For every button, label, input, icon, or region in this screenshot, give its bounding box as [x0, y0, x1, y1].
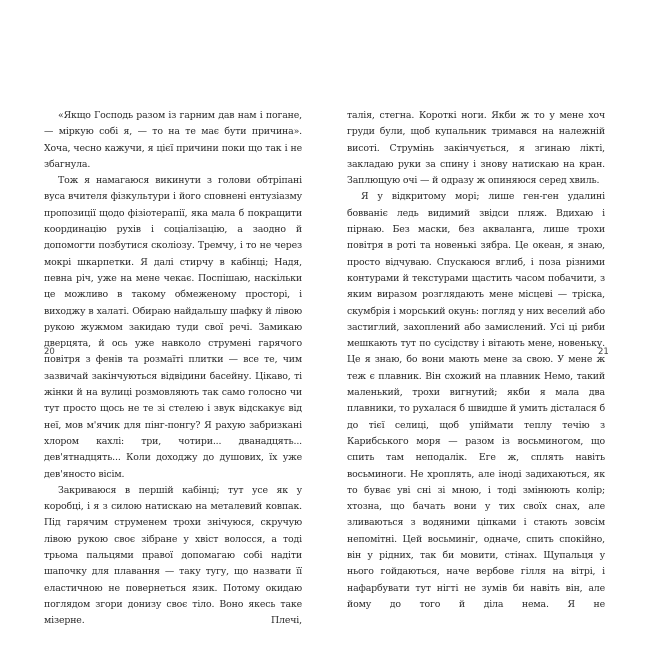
left-page-number: 20 — [44, 347, 55, 357]
right-page-number: 21 — [598, 347, 609, 357]
paragraph: «Якщо Господь разом із гарним дав нам і погане, — міркую собі я, — то на те має бути причина». Хоча, чесно кажучи, я цієї причини поки що так і не збагнула. — [44, 110, 302, 170]
right-page-text — [347, 108, 605, 613]
paragraph: Закриваюся в першій кабінці; тут усе як у коробці, і я з силою натискаю на металевий ковпак. Під гарячим струменем трохи знічуюся, скручую лівою рукою своє зібране у хвіст волосся, а тоді трьома пальцями правої допомагаю собі надіти шапочку для плавання — таку тугу, що назвати її еластичною не повернеться язик. Потому окидаю поглядом згори донизу своє тіло. Воно якесь таке мізерне. Плечі, — [44, 484, 302, 627]
paragraph: Я у відкритому морі; лише ген-ген удалині бовваніє ледь видимий звідси пляж. Вдихаю і пірнаю. Без маски, без акваланга, лише трохи повітря в роті та новенькі зябра. Це океан, я знаю, просто відчуваю. Спускаюся вглиб, і поза різними контурами й текстурами щастить часом побачити, з яким виразом розглядають мене місцеві — тріска, скумбрія і морський окунь: погляд у них веселий або застиглий, захоплений або замислений. Усі ці риби мешкають тут по сусідству і вітають мене, новеньку. Це я знаю, бо вони мають мене за свою. У мене ж теж є плавник. Він схожий на плавник Немо, такий маленький, трохи вигнутий; якби я мала два плавники, то рухалася б швидше й умить дісталася б до тієї селиці, щоб упіймати теплу течію з Карибського моря — разом із восьминогом, що спить там неподалік. Еге ж, сплять навіть восьминоги. Не хроплять, але іноді задихаються, як то буває уві сні зі мною, і тоді змінюють колір; хтозна, що бачать вони у тих своїх снах, але зливаються з водяними ціпками і стають зовсім непомітні. Цей восьминіг, одначе, спить спокійно, він у рідних, так би мовити, стінах. Щупальця у нього гойдаються, наче вербове гілля на вітрі, і нафарбувати тут нігті не зумів би навіть він, але йому до того й діла нема. Я не — [347, 191, 605, 610]
paragraph: талія, стегна. Короткі ноги. Якби ж то у мене хоч груди були, щоб купальник тримався на належній висоті. Струмінь закінчується, я згинаю лікті, закладаю руки за спину і знову натискаю на кран. Заплющую очі — й одразу ж опиняюся серед хвиль. — [347, 110, 605, 187]
left-page-text — [44, 108, 302, 630]
paragraph: Тож я намагаюся викинути з голови обтріпані вуса вчителя фізкультури і його сповнені ентузіазму пропозиції щодо фізіотерапії, яка мала б покращити координацію рухів і соціалізацію, а заодно й допомогти позбутися сколіозу. Тремчу, і то не через мокрі шкарпетки. Я далі стирчу в кабінці; Надя, певна річ, уже на мене чекає. Поспішаю, наскільки це можливо в такому обмеженому просторі, і виходжу в халаті. Обираю найдальшу шафку й лівою рукою жужмом закидаю туди свої речі. Замикаю дверцята, й ось уже навколо струмені гарячого повітря з фенів та розмаїті плитки — все те, чим зазвичай закінчуються відвідини басейну. Цікаво, ті жінки й на вулиці розмовляють так само голосно чи тут просто щось не те зі стелею і звук відскакує від неї, мов м'ячик для пінг-понгу? Я рахую забризкані хлором кахлі: три, чотири... дванадцять... дев'ятнадцять... Коли доходжу до душових, їх уже дев'яносто вісім. — [44, 175, 302, 480]
